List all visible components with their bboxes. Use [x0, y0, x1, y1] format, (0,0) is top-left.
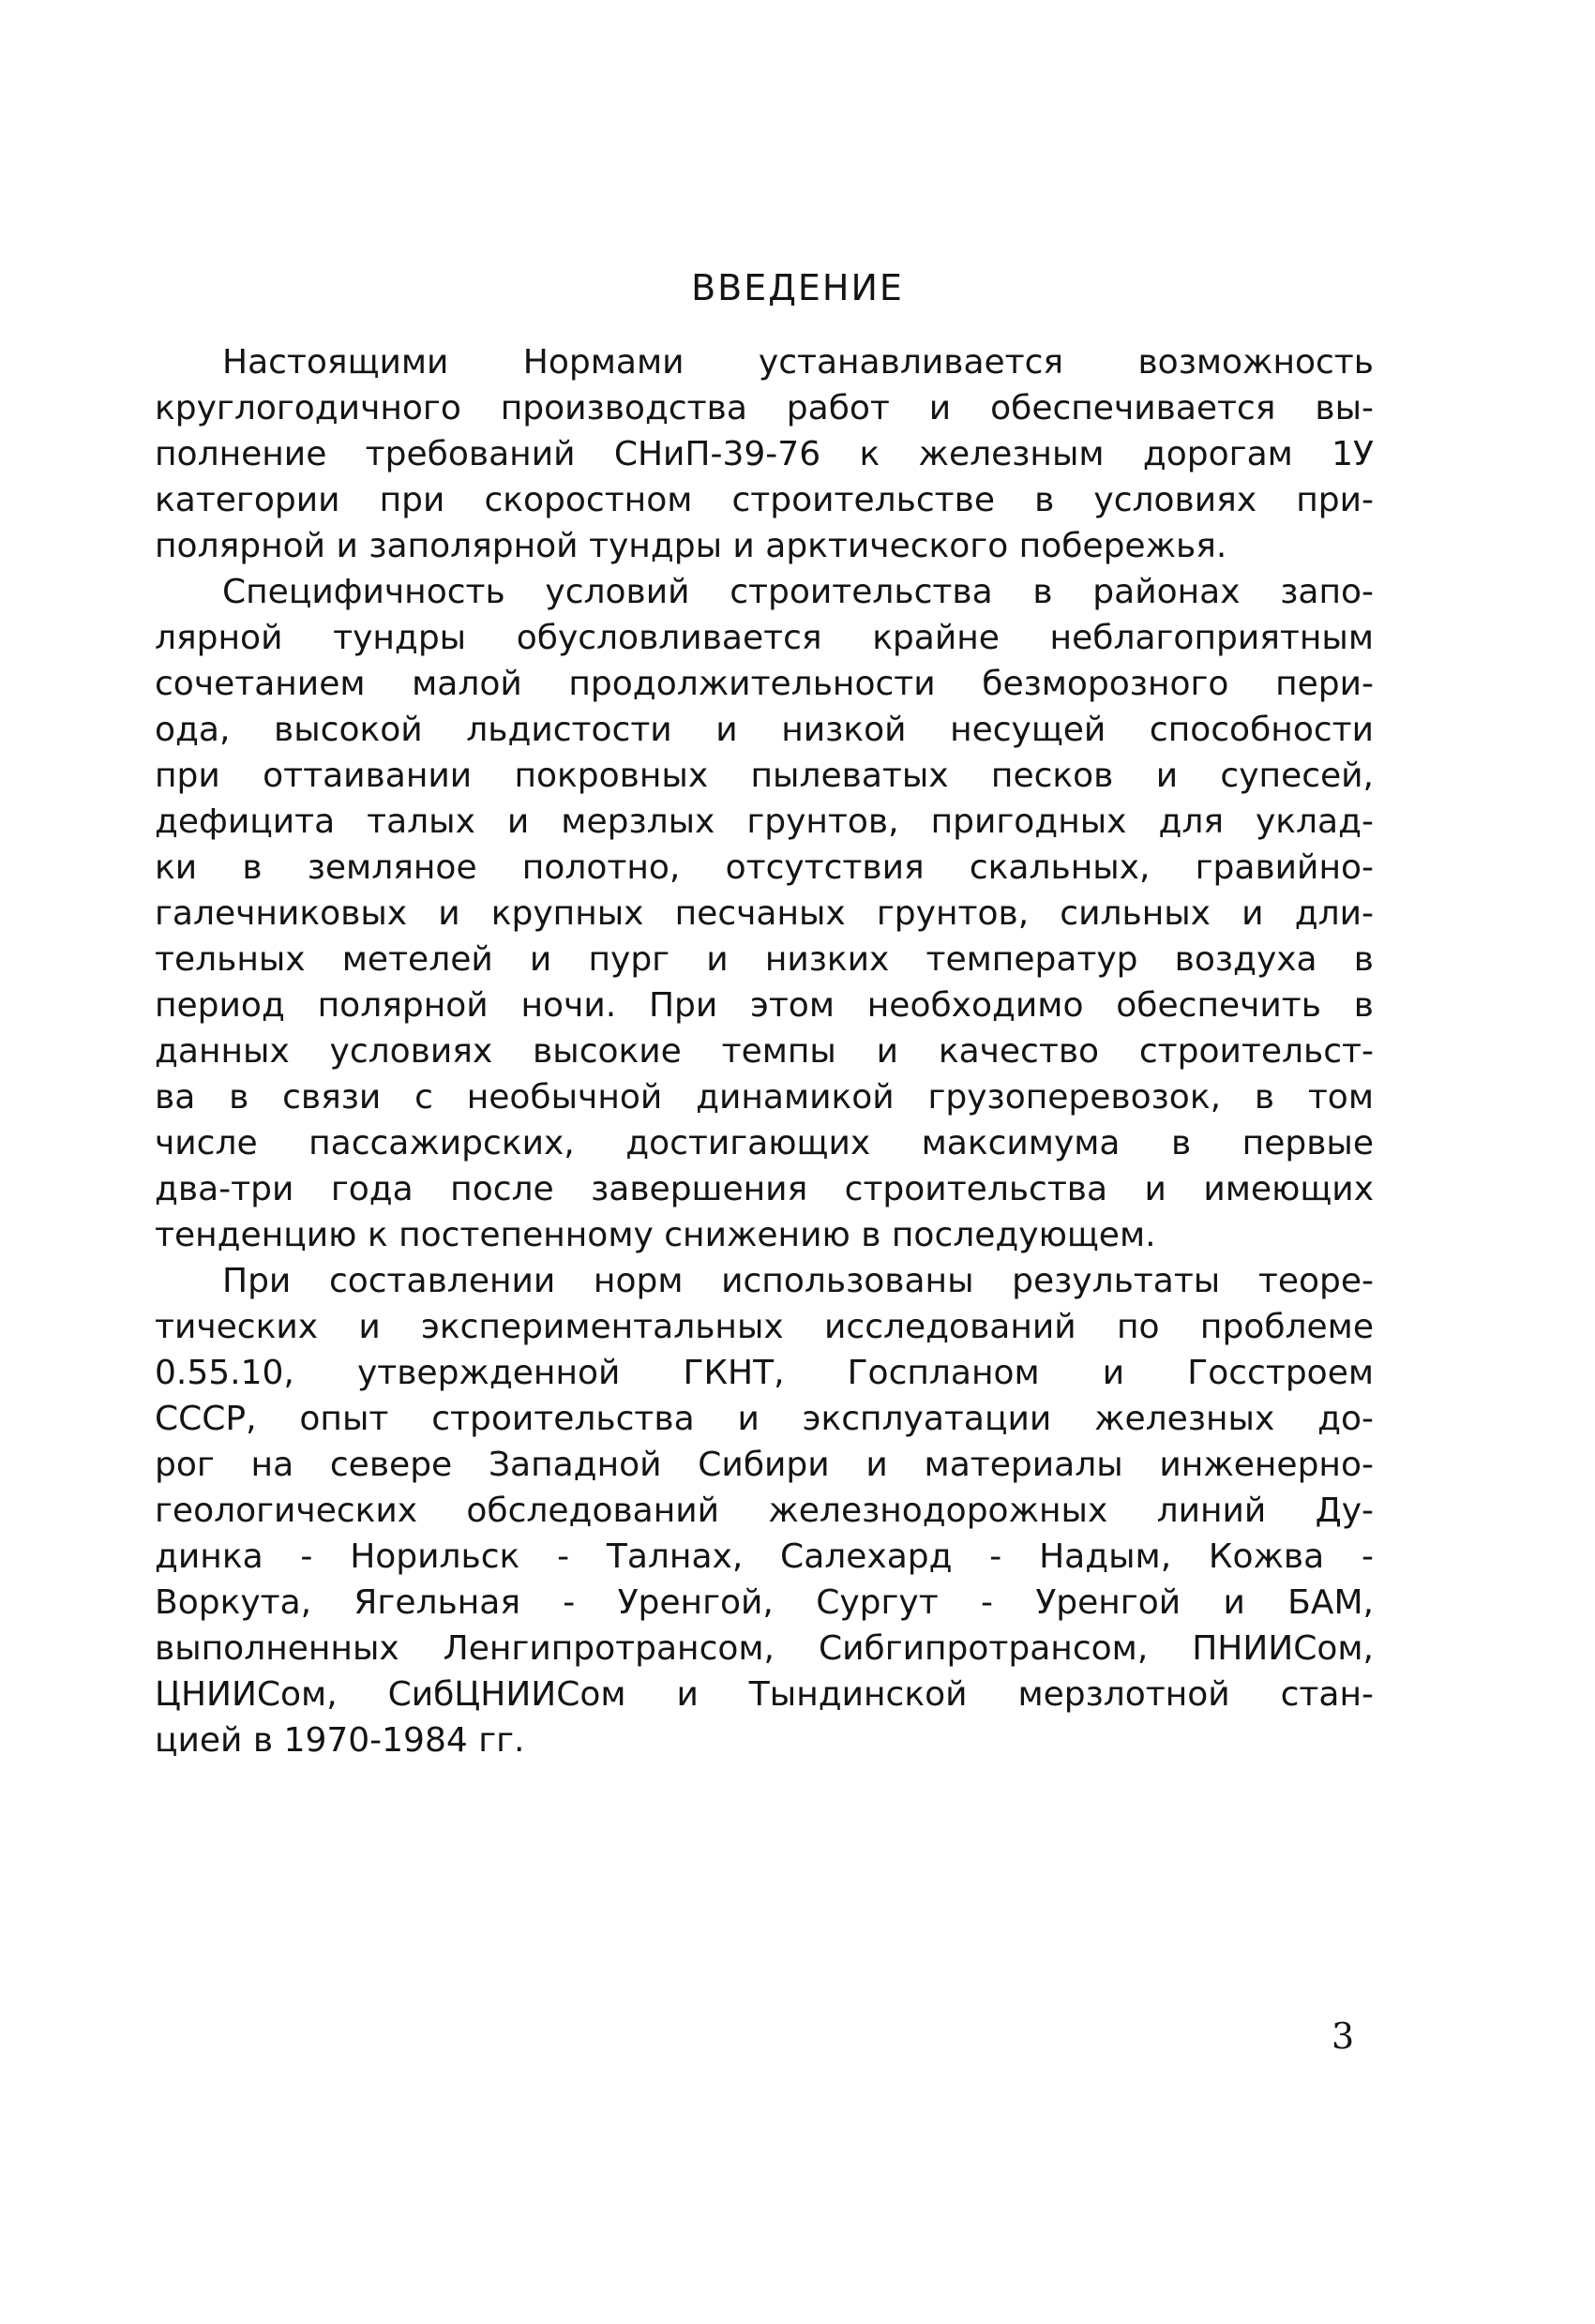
text-line: полярной и заполярной тундры и арктического побережья.	[155, 527, 1227, 565]
text-line: тенденцию к постепенному снижению в последующем.	[155, 1216, 1156, 1254]
text-line: категории при скоростном строительстве в условиях при-	[155, 481, 1374, 519]
text-line: полнение требований СНиП-39-76 к железным дорогам 1У	[155, 435, 1374, 473]
text-line: ЦНИИСом, СибЦНИИСом и Тындинской мерзлотной стан-	[155, 1675, 1374, 1714]
text-line: Специфичность условий строительства в районах запо-	[222, 573, 1374, 611]
text-line: данных условиях высокие темпы и качество строительст-	[155, 1032, 1374, 1071]
section-title: ВВЕДЕНИЕ	[691, 267, 904, 308]
text-line: выполненных Ленгипротрансом, Сибгипротрансом, ПНИИСом,	[155, 1629, 1374, 1668]
introduction-text	[155, 339, 1374, 1763]
text-line: галечниковых и крупных песчаных грунтов, сильных и дли-	[155, 894, 1374, 933]
text-line: период полярной ночи. При этом необходимо обеспечить в	[155, 986, 1374, 1025]
text-line: рог на севере Западной Сибири и материалы инженерно-	[155, 1446, 1374, 1484]
text-line: динка - Норильск - Талнах, Салехард - Надым, Кожва -	[155, 1537, 1374, 1576]
text-line: цией в 1970-1984 гг.	[155, 1721, 525, 1760]
text-line: лярной тундры обусловливается крайне неблагоприятным	[155, 619, 1374, 657]
text-line: Настоящими Нормами устанавливается возможность	[222, 343, 1374, 382]
text-line: дефицита талых и мерзлых грунтов, пригодных для уклад-	[155, 802, 1374, 841]
text-line: сочетанием малой продолжительности безморозного пери-	[155, 665, 1374, 703]
text-line: 0.55.10, утвержденной ГКНТ, Госпланом и Госстроем	[155, 1354, 1374, 1392]
text-line: числе пассажирских, достигающих максимума в первые	[155, 1124, 1374, 1162]
text-line: при оттаивании покровных пылеватых песков и супесей,	[155, 757, 1374, 795]
page-number: 3	[1332, 2016, 1355, 2057]
text-line: При составлении норм использованы результаты теоре-	[222, 1262, 1374, 1300]
text-line: ки в земляное полотно, отсутствия скальных, гравийно-	[155, 848, 1374, 887]
text-line: Воркута, Ягельная - Уренгой, Сургут - Уренгой и БАМ,	[155, 1583, 1374, 1622]
text-line: геологических обследований железнодорожных линий Ду-	[155, 1492, 1374, 1530]
text-line: ода, высокой льдистости и низкой несущей способности	[155, 711, 1374, 749]
text-line: два-три года после завершения строительства и имеющих	[155, 1170, 1374, 1208]
text-line: СССР, опыт строительства и эксплуатации железных до-	[155, 1400, 1374, 1438]
text-line: круглогодичного производства работ и обеспечивается вы-	[155, 389, 1374, 427]
text-line: тических и экспериментальных исследований по проблеме	[155, 1308, 1374, 1346]
text-line: ва в связи с необычной динамикой грузоперевозок, в том	[155, 1078, 1374, 1117]
text-line: тельных метелей и пург и низких температур воздуха в	[155, 940, 1374, 979]
